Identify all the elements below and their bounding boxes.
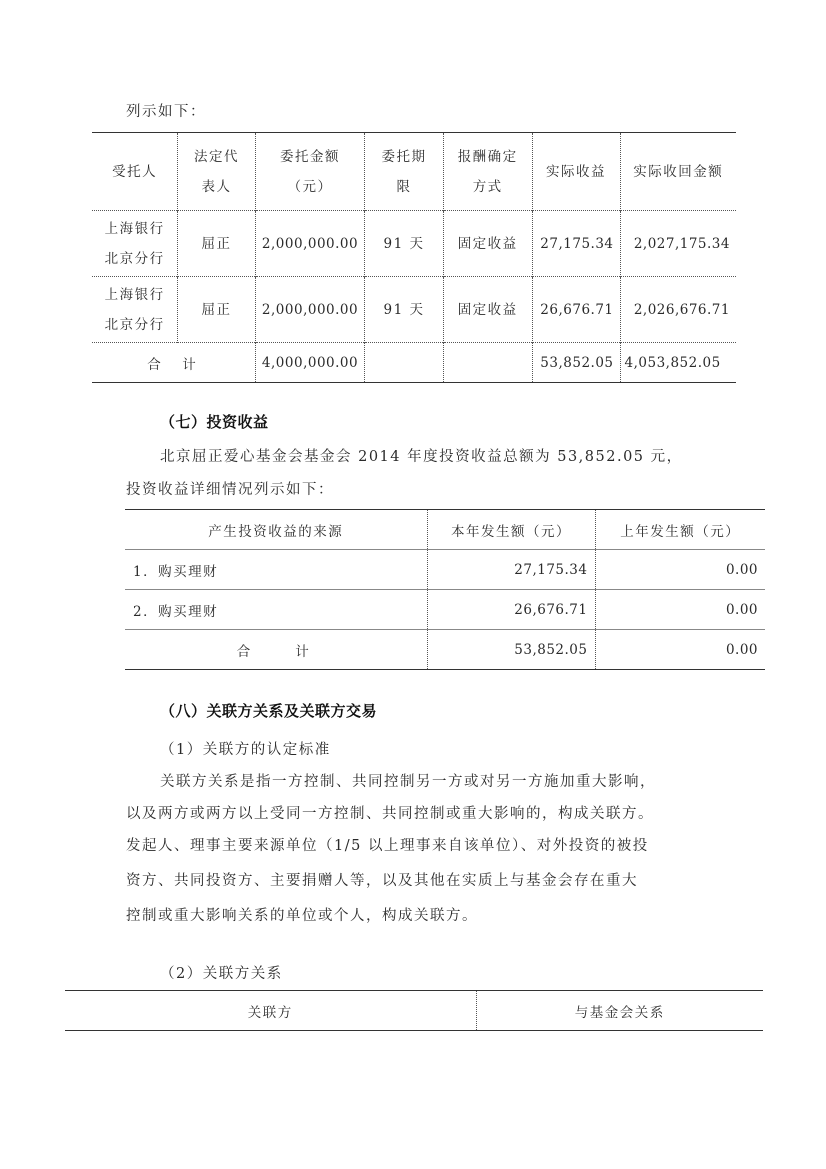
table-header-row xyxy=(125,510,765,550)
header-legal-rep: 法定代 表人 xyxy=(178,133,256,211)
section7-paragraph-line1: 北京屈正爱心基金会基金会 2014 年度投资收益总额为 53,852.05 元， xyxy=(160,449,683,465)
section8-subtitle2: （2）关联方关系 xyxy=(160,966,283,982)
total-amount: 4,000,000.00 xyxy=(255,343,364,383)
header-source: 产生投资收益的来源 xyxy=(208,523,344,540)
income-table xyxy=(125,509,765,670)
table-row xyxy=(125,550,765,590)
table-header-row xyxy=(92,133,736,211)
total-previous: 0.00 xyxy=(595,630,765,670)
table-row xyxy=(92,211,736,277)
header-income: 实际收益 xyxy=(532,133,620,211)
cell-current: 26,676.71 xyxy=(427,590,595,630)
section8-title: （八）关联方关系及关联方交易 xyxy=(160,702,378,720)
cell-recovered: 2,026,676.71 xyxy=(620,277,736,343)
cell-term: 91 天 xyxy=(365,277,444,343)
header-relationship: 与基金会关系 xyxy=(476,991,763,1031)
section8-paragraph-line: 发起人、理事主要来源单位（1/5 以上理事来自该单位）、对外投资的被投 xyxy=(126,838,649,854)
total-income: 53,852.05 xyxy=(532,343,620,383)
total-label: 合 计 xyxy=(92,343,255,383)
header-recovered: 实际收回金额 xyxy=(620,133,736,211)
table-row xyxy=(92,277,736,343)
cell-amount: 2,000,000.00 xyxy=(255,211,364,277)
cell-trustee: 上海银行 北京分行 xyxy=(92,277,178,343)
cell-trustee: 上海银行 北京分行 xyxy=(92,211,178,277)
section7-title: （七）投资收益 xyxy=(160,413,269,431)
section8-paragraph-line: 关联方关系是指一方控制、共同控制另一方或对另一方施加重大影响， xyxy=(160,774,656,790)
related-party-table xyxy=(65,990,763,1031)
section8-paragraph-line: 控制或重大影响关系的单位或个人，构成关联方。 xyxy=(126,908,478,924)
entrust-table xyxy=(92,132,736,383)
total-method xyxy=(443,343,532,383)
cell-previous: 0.00 xyxy=(595,550,765,590)
table-total-row xyxy=(125,630,765,670)
cell-source: 1．购买理财 xyxy=(125,550,427,590)
cell-source: 2．购买理财 xyxy=(125,590,427,630)
cell-method: 固定收益 xyxy=(443,211,532,277)
cell-current: 27,175.34 xyxy=(427,550,595,590)
cell-previous: 0.00 xyxy=(595,590,765,630)
cell-income: 27,175.34 xyxy=(532,211,620,277)
header-amount: 委托金额 （元） xyxy=(255,133,364,211)
header-previous: 上年发生额（元） xyxy=(595,510,765,550)
cell-legal-rep: 屈正 xyxy=(178,277,256,343)
total-label: 合 计 xyxy=(125,630,427,670)
header-term: 委托期 限 xyxy=(365,133,444,211)
cell-income: 26,676.71 xyxy=(532,277,620,343)
cell-recovered: 2,027,175.34 xyxy=(620,211,736,277)
section8-paragraph-line: 资方、共同投资方、主要捐赠人等，以及其他在实质上与基金会存在重大 xyxy=(126,873,638,889)
table-header-row xyxy=(65,991,763,1031)
table-total-row xyxy=(92,343,736,383)
header-method: 报酬确定 方式 xyxy=(443,133,532,211)
section8-subtitle1: （1）关联方的认定标准 xyxy=(160,742,331,758)
cell-method: 固定收益 xyxy=(443,277,532,343)
total-recovered: 4,053,852.05 xyxy=(620,343,736,383)
intro-text: 列示如下： xyxy=(126,104,206,120)
section7-paragraph-line2: 投资收益详细情况列示如下： xyxy=(126,482,334,498)
total-term xyxy=(365,343,444,383)
cell-amount: 2,000,000.00 xyxy=(255,277,364,343)
section8-paragraph-line: 以及两方或两方以上受同一方控制、共同控制或重大影响的，构成关联方。 xyxy=(126,806,654,822)
table-row xyxy=(125,590,765,630)
cell-term: 91 天 xyxy=(365,211,444,277)
header-current: 本年发生额（元） xyxy=(427,510,595,550)
header-related-party: 关联方 xyxy=(247,1004,293,1021)
header-trustee: 受托人 xyxy=(112,163,158,180)
cell-legal-rep: 屈正 xyxy=(178,211,256,277)
total-current: 53,852.05 xyxy=(427,630,595,670)
